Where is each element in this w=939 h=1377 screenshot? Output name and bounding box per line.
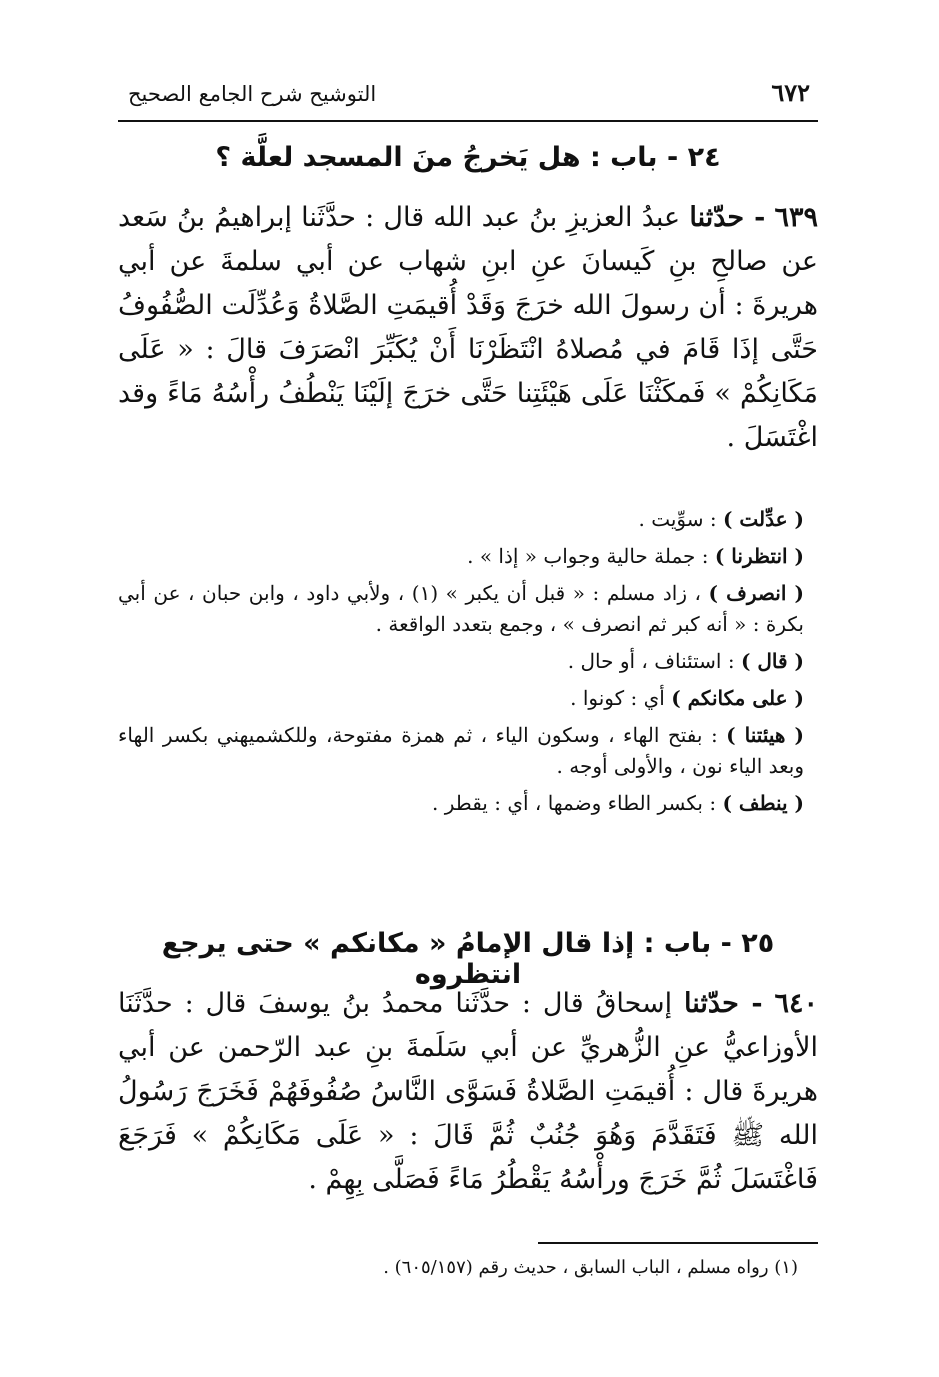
page-number: ٦٧٢ [771, 78, 810, 107]
hadith-640 [118, 982, 818, 1202]
commentary-notes [118, 504, 818, 825]
footnote: (١) رواه مسلم ، الباب السابق ، حديث رقم (٦٠٥/١٥٧) . [383, 1257, 798, 1278]
note-item [118, 541, 818, 572]
note-item [118, 578, 818, 640]
note-term: ( انصرف ) [708, 581, 804, 605]
hadith-lead: - حدّثنا [689, 202, 766, 233]
note-item [118, 646, 818, 677]
note-text: ، زاد مسلم : « قبل أن يكبر » (١) ، ولأبي داود ، وابن حبان ، عن أبي بكرة : « أنه كبر ثم انصرف » ، وجمع بتعدد الواقعة . [118, 581, 804, 636]
hadith-text: إسحاقُ قال : حدَّثَنا محمدُ بنُ يوسفَ قال : حدَّثَنَا الأوزاعيُّ عنِ الزُّهريِّ عن أبي سَلَمةَ بنِ عبد الرّحمن عن أبي هريرةَ قال : أُقيمَتِ الصَّلاةُ فَسَوَّى النَّاسُ صُفُوفَهُمْ فَخَرَجَ رَسُولُ الله ﷺ فَتَقَدَّمَ وَهُوَ جُنُبٌ ثُمَّ قَالَ : « عَلَى مَكَانِكُمْ » فَرَجَعَ فَاغْتَسَلَ ثُمَّ خَرَجَ ورأْسُهُ يَقْطُرُ مَاءً فَصَلَّى بِهِمْ . [118, 988, 818, 1195]
hadith-number: ٦٤٠ [774, 988, 818, 1019]
hadith-lead: - حدّثنا [684, 988, 763, 1019]
hadith-text: عبدُ العزيزِ بنُ عبد الله قال : حدَّثَنا إبراهيمُ بنُ سَعد عن صالحِ بنِ كَيسانَ عنِ ابنِ شهاب عن أبي سلمةَ عن أبي هريرةَ : أن رسولَ الله خرَجَ وَقَدْ أُقيمَتِ الصَّلاةُ وَعُدِّلَت الصُّفُوفُ حَتَّى إذَا قَامَ في مُصلاهُ انْتَظَرْنَا أَنْ يُكَبِّرَ انْصَرَفَ قالَ : « عَلَى مَكَانِكُمْ » فَمكَثْنَا عَلَى هَيْئَتِنا حَتَّى خرَجَ إلَيْنَا يَنْطُفُ رأْسُهُ مَاءً وقد اغْتَسَلَ . [118, 202, 818, 453]
note-term: ( قال ) [740, 649, 804, 673]
note-item [118, 788, 818, 819]
note-text: : بفتح الهاء ، وسكون الياء ، ثم همزة مفتوحة، وللكشميهني بكسر الهاء وبعد الياء نون ، والأولى أوجه . [118, 723, 804, 778]
note-text: : بكسر الطاء وضمها ، أي : يقطر . [432, 791, 723, 815]
chapter-heading-24: ٢٤ - باب : هل يَخرجُ منَ المسجد لعلَّة ؟ [215, 142, 721, 173]
note-item [118, 720, 818, 782]
hadith-number: ٦٣٩ [774, 202, 819, 233]
hadith-639 [118, 196, 818, 460]
note-text: أي : كونوا . [570, 686, 672, 710]
note-item [118, 504, 818, 535]
chapter-heading-25: ٢٥ - باب : إذا قال الإمامُ « مكانكم » حتى يرجع انتظروه [161, 928, 775, 990]
note-term: ( على مكانكم ) [671, 686, 804, 710]
footnote-rule [538, 1242, 818, 1244]
note-term: ( انتظرنا ) [714, 544, 804, 568]
note-term: ( ينطف ) [722, 791, 804, 815]
note-item [118, 683, 818, 714]
book-page [118, 70, 818, 1330]
note-text: : جملة حالية وجواب « إذا » . [467, 544, 715, 568]
note-term: ( عدِّلت ) [722, 507, 804, 531]
note-term: ( هيئتنا ) [726, 723, 804, 747]
running-title: التوشيح شرح الجامع الصحيح [128, 82, 377, 106]
note-text: : سوِّيت . [638, 507, 723, 531]
note-text: : استئناف ، أو حال . [567, 649, 741, 673]
page-header [118, 70, 818, 122]
